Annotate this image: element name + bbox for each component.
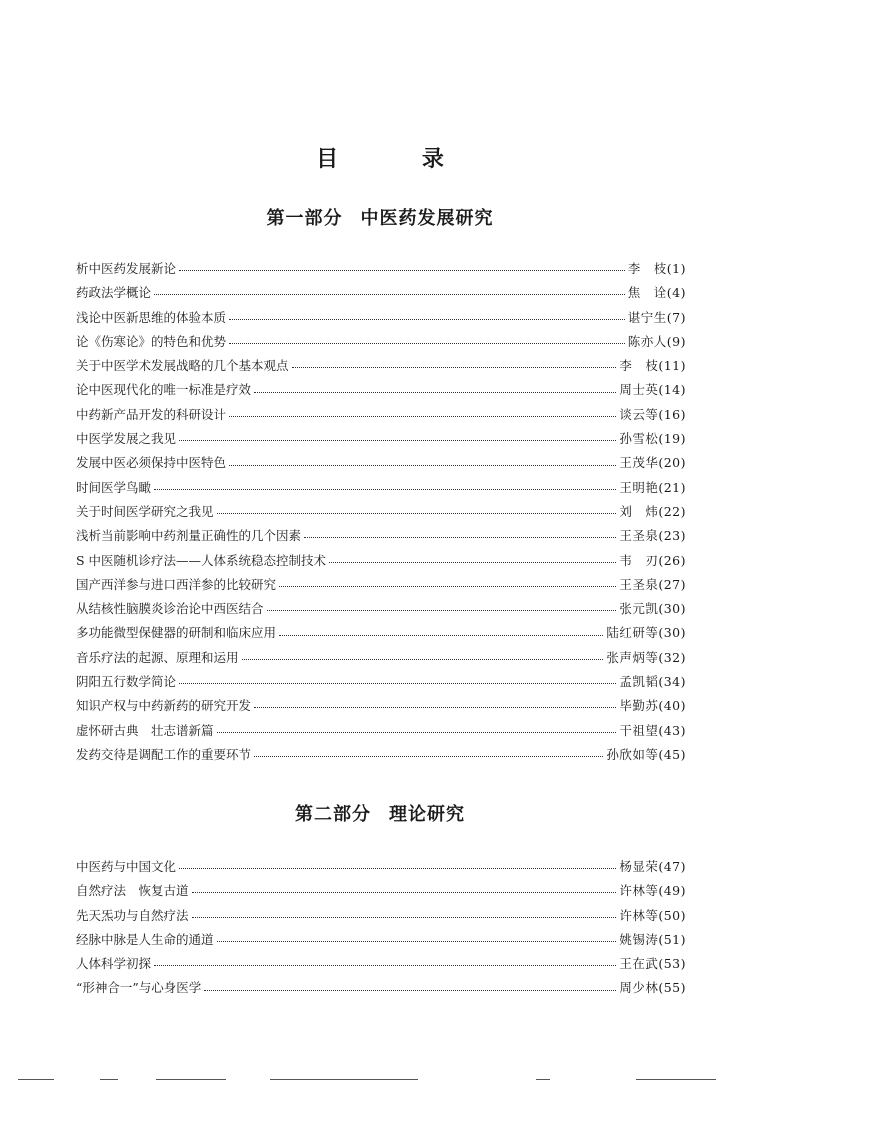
toc-entry <box>76 954 686 978</box>
toc-entry-title: 自然疗法 恢复古道 <box>76 883 189 899</box>
toc-entry <box>76 575 686 599</box>
toc-entry-title: 先天炁功与自然疗法 <box>76 907 189 923</box>
toc-entry-author-page: 杨显荣(47) <box>619 859 686 874</box>
dot-leader <box>229 407 616 417</box>
toc-entry-title: 从结核性脑膜炎诊治论中西医结合 <box>76 601 264 617</box>
toc-entry-title: 知识产权与中药新药的研究开发 <box>76 698 252 714</box>
dot-leader <box>154 957 616 967</box>
toc-entry-title: 中医学发展之我见 <box>76 431 177 447</box>
toc-entry-title: 阴阳五行数学简论 <box>76 674 177 690</box>
toc-entry-author-page: 张声炳等(32) <box>606 649 686 665</box>
dot-leader <box>179 261 625 271</box>
toc-entry-title: 析中医药发展新论 <box>76 261 177 276</box>
toc-entry <box>76 696 686 720</box>
toc-entry <box>76 380 686 404</box>
toc-entry-title: 浅论中医新思维的体验本质 <box>76 309 227 325</box>
toc-entry <box>76 453 686 477</box>
part2-heading-label: 第二部分 <box>295 804 371 825</box>
part2-entry-list <box>76 857 686 1003</box>
toc-entry-author-page: 谈云等(16) <box>619 406 686 422</box>
scan-artifact <box>100 1079 118 1080</box>
toc-entry-author-page: 焦 诠(4) <box>627 285 686 301</box>
toc-entry-author-page: 王茂华(20) <box>619 455 686 471</box>
dot-leader <box>229 310 625 320</box>
toc-entry-title: “形神合一”与心身医学 <box>76 980 202 996</box>
toc-entry-author-page: 王明艳(21) <box>619 479 686 495</box>
toc-entry <box>76 502 686 526</box>
toc-entry-author-page: 毕勤苏(40) <box>619 698 686 714</box>
part1-entry-list <box>76 259 686 769</box>
dot-leader <box>279 626 603 636</box>
page-title: 目 录 <box>316 147 482 172</box>
scan-artifact <box>156 1079 226 1080</box>
toc-entry-title: 人体科学初探 <box>76 956 152 972</box>
dot-leader <box>217 723 617 733</box>
toc-entry-author-page: 孙雪松(19) <box>619 431 686 447</box>
toc-entry <box>76 478 686 502</box>
toc-entry <box>76 259 686 283</box>
toc-entry <box>76 429 686 453</box>
toc-entry-author-page: 陈亦人(9) <box>627 333 686 349</box>
dot-leader <box>192 908 617 918</box>
toc-entry-author-page: 王在武(53) <box>619 956 686 972</box>
toc-entry-author-page: 李 枝(11) <box>619 358 686 374</box>
part1-heading-topic: 中医药发展研究 <box>360 208 494 229</box>
toc-entry-author-page: 姚锡涛(51) <box>619 931 686 947</box>
dot-leader <box>254 747 603 757</box>
toc-entry-author-page: 李 枝(1) <box>627 261 686 276</box>
part2-heading <box>0 800 760 826</box>
scan-artifact <box>18 1079 54 1080</box>
toc-entry-title: 论《伤寒论》的特色和优势 <box>76 333 227 349</box>
dot-leader <box>154 286 625 296</box>
scan-artifact <box>270 1079 418 1080</box>
toc-entry-title: 关于时间医学研究之我见 <box>76 503 214 519</box>
toc-entry-title: 关于中医学术发展战略的几个基本观点 <box>76 358 289 374</box>
toc-entry <box>76 405 686 429</box>
dot-leader <box>304 529 616 539</box>
dot-leader <box>217 932 617 942</box>
toc-entry <box>76 526 686 550</box>
toc-entry-title: 发展中医必须保持中医特色 <box>76 455 227 471</box>
scan-artifact <box>636 1079 716 1080</box>
toc-entry-author-page: 许林等(49) <box>619 883 686 899</box>
toc-entry-author-page: 张元凯(30) <box>619 601 686 617</box>
toc-entry <box>76 623 686 647</box>
toc-entry <box>76 308 686 332</box>
dot-leader <box>292 359 617 369</box>
dot-leader <box>329 553 616 563</box>
toc-entry <box>76 356 686 380</box>
part1-heading <box>0 204 760 230</box>
toc-entry-title: 多功能微型保健器的研制和临床应用 <box>76 625 277 641</box>
toc-entry-title: 时间医学鸟瞰 <box>76 479 152 495</box>
toc-entry <box>76 551 686 575</box>
dot-leader <box>204 981 616 991</box>
dot-leader <box>217 504 617 514</box>
toc-entry-title: 论中医现代化的唯一标准是疗效 <box>76 382 252 398</box>
dot-leader <box>154 480 616 490</box>
dot-leader <box>254 383 616 393</box>
dot-leader <box>229 334 625 344</box>
dot-leader <box>179 859 616 869</box>
toc-entry-author-page: 陆红研等(30) <box>606 625 686 641</box>
toc-entry-author-page: 孙欣如等(45) <box>606 746 686 762</box>
dot-leader <box>254 699 616 709</box>
toc-entry-title: 经脉中脉是人生命的通道 <box>76 931 214 947</box>
toc-entry-title: 药政法学概论 <box>76 285 152 301</box>
toc-entry-title: 中医药与中国文化 <box>76 859 177 874</box>
toc-entry-author-page: 周士英(14) <box>619 382 686 398</box>
toc-entry-title: 虚怀研古典 壮志谱新篇 <box>76 722 214 738</box>
toc-entry <box>76 978 686 1002</box>
toc-entry <box>76 745 686 769</box>
toc-entry-author-page: 孟凯韬(34) <box>619 674 686 690</box>
toc-entry-title: 音乐疗法的起源、原理和运用 <box>76 649 239 665</box>
toc-entry <box>76 599 686 623</box>
toc-entry <box>76 283 686 307</box>
toc-entry-title: 国产西洋参与进口西洋参的比较研究 <box>76 576 277 592</box>
dot-leader <box>279 577 616 587</box>
toc-entry <box>76 906 686 930</box>
toc-entry-author-page: 王圣泉(23) <box>619 528 686 544</box>
toc-entry <box>76 930 686 954</box>
toc-entry-title: 中药新产品开发的科研设计 <box>76 406 227 422</box>
dot-leader <box>179 431 616 441</box>
toc-entry-author-page: 王圣泉(27) <box>619 576 686 592</box>
toc-entry <box>76 332 686 356</box>
dot-leader <box>267 602 617 612</box>
toc-entry-title: 浅析当前影响中药剂量正确性的几个因素 <box>76 528 302 544</box>
toc-entry-author-page: 韦 刃(26) <box>619 552 686 568</box>
toc-entry <box>76 648 686 672</box>
toc-entry-author-page: 谌宁生(7) <box>627 309 686 325</box>
scan-artifact <box>536 1079 550 1080</box>
toc-entry-author-page: 许林等(50) <box>619 907 686 923</box>
toc-entry-title: S 中医随机诊疗法——人体系统稳态控制技术 <box>76 552 327 568</box>
toc-entry <box>76 881 686 905</box>
dot-leader <box>179 674 616 684</box>
part1-heading-label: 第一部分 <box>266 208 343 229</box>
part2-heading-topic: 理论研究 <box>389 804 465 825</box>
dot-leader <box>192 884 617 894</box>
toc-entry-author-page: 干祖望(43) <box>619 722 686 738</box>
toc-entry <box>76 721 686 745</box>
toc-entry-author-page: 周少林(55) <box>619 980 686 996</box>
toc-entry-title: 发药交待是调配工作的重要环节 <box>76 746 252 762</box>
toc-entry-author-page: 刘 炜(22) <box>619 503 686 519</box>
dot-leader <box>242 650 604 660</box>
toc-entry <box>76 672 686 696</box>
dot-leader <box>229 456 616 466</box>
toc-entry <box>76 857 686 881</box>
